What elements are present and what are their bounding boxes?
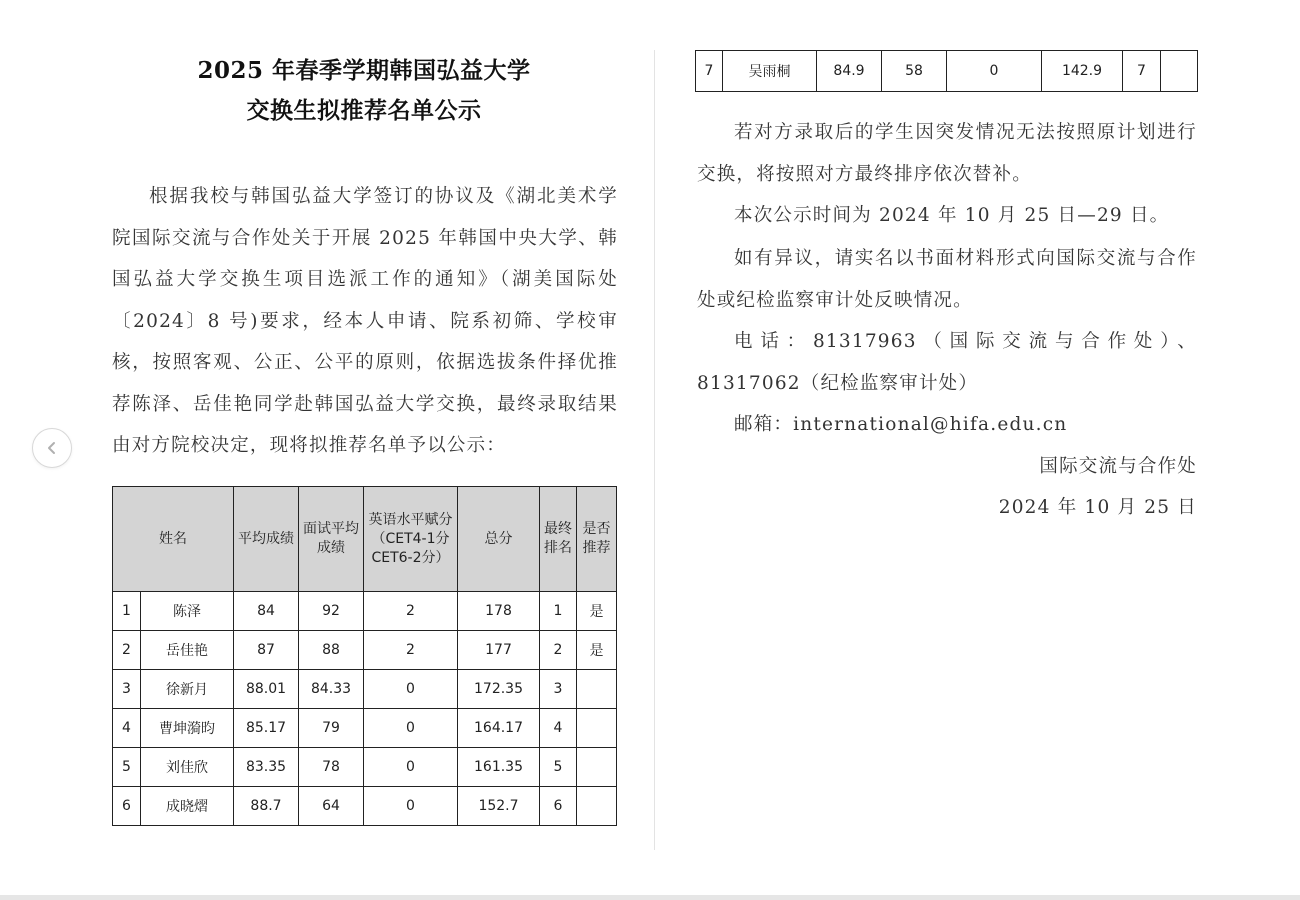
cell-avg: 85.17 [234, 709, 299, 748]
phone-paragraph: 电话：81317963（国际交流与合作处）、81317062（纪检监察审计处） [697, 331, 1197, 394]
cell-recommend: 是 [577, 592, 617, 631]
cell-avg: 88.7 [234, 787, 299, 826]
cell-english: 2 [364, 631, 458, 670]
cell-interview: 84.33 [299, 670, 364, 709]
cell-no: 5 [113, 748, 141, 787]
page-title-line2: 交换生拟推荐名单公示 [246, 97, 482, 124]
cell-no: 6 [113, 787, 141, 826]
cell-interview: 88 [299, 631, 364, 670]
header-total: 总分 [458, 487, 540, 592]
table-row [113, 670, 617, 709]
cell-interview: 58 [882, 51, 947, 92]
cell-rank: 7 [1123, 51, 1161, 92]
cell-english: 2 [364, 592, 458, 631]
table-row [113, 748, 617, 787]
cell-name: 岳佳艳 [141, 631, 234, 670]
page-title-line1: 2025 年春季学期韩国弘益大学 [197, 57, 531, 84]
intro-paragraph: 根据我校与韩国弘益大学签订的协议及《湖北美术学院国际交流与合作处关于开展 2025 年韩国中央大学、韩国弘益大学交换生项目选派工作的通知》（湖美国际处〔2024〕8 号)要求，经本人申请、院系初筛、学校审核，按照客观、公正、公平的原则，依据选拔条件择优推荐陈泽、岳佳艳同学赴韩国弘益大学交换，最终录取结果由对方院校决定，现将拟推荐名单予以公示： [112, 186, 618, 456]
cell-no: 4 [113, 709, 141, 748]
cell-rank: 4 [540, 709, 577, 748]
cell-interview: 92 [299, 592, 364, 631]
cell-total: 172.35 [458, 670, 540, 709]
table-row [113, 787, 617, 826]
publicity-period: 本次公示时间为 2024 年 10 月 25 日—29 日。 [734, 205, 1170, 226]
cell-avg: 87 [234, 631, 299, 670]
cell-total: 142.9 [1042, 51, 1123, 92]
email-paragraph: 邮箱：international@hifa.edu.cn [734, 414, 1068, 435]
cell-no: 2 [113, 631, 141, 670]
cell-rank: 1 [540, 592, 577, 631]
cell-avg: 84.9 [817, 51, 882, 92]
cell-no: 7 [696, 51, 723, 92]
department-signature: 国际交流与合作处 [1039, 456, 1197, 477]
prev-page-button[interactable] [32, 428, 72, 468]
header-english: 英语水平赋分（CET4-1分 CET6-2分） [364, 487, 458, 592]
substitute-paragraph: 若对方录取后的学生因突发情况无法按照原计划进行交换，将按照对方最终排序依次替补。 [697, 122, 1197, 185]
header-recommend: 是否推荐 [577, 487, 617, 592]
cell-english: 0 [364, 787, 458, 826]
cell-interview: 78 [299, 748, 364, 787]
table-row [696, 51, 1198, 92]
cell-no: 1 [113, 592, 141, 631]
cell-name: 徐新月 [141, 670, 234, 709]
header-avg: 平均成绩 [234, 487, 299, 592]
header-name: 姓名 [113, 487, 234, 592]
cell-rank: 2 [540, 631, 577, 670]
table-header-row [113, 487, 617, 592]
table-row [113, 592, 617, 631]
cell-interview: 64 [299, 787, 364, 826]
cell-interview: 79 [299, 709, 364, 748]
page-divider [654, 50, 655, 850]
cell-english: 0 [364, 670, 458, 709]
cell-name: 曹坤漪昀 [141, 709, 234, 748]
cell-total: 164.17 [458, 709, 540, 748]
cell-recommend: 是 [577, 631, 617, 670]
cell-name: 吴雨桐 [723, 51, 817, 92]
cell-recommend [577, 670, 617, 709]
cell-total: 178 [458, 592, 540, 631]
candidate-table [112, 486, 617, 826]
cell-avg: 88.01 [234, 670, 299, 709]
cell-rank: 3 [540, 670, 577, 709]
table-row [113, 709, 617, 748]
cell-english: 0 [947, 51, 1042, 92]
cell-rank: 6 [540, 787, 577, 826]
cell-name: 成晓熠 [141, 787, 234, 826]
objection-paragraph: 如有异议，请实名以书面材料形式向国际交流与合作处或纪检监察审计处反映情况。 [697, 248, 1197, 311]
cell-recommend [1161, 51, 1198, 92]
cell-total: 161.35 [458, 748, 540, 787]
header-rank: 最终排名 [540, 487, 577, 592]
cell-recommend [577, 748, 617, 787]
cell-name: 刘佳欣 [141, 748, 234, 787]
candidate-table-continued [695, 50, 1198, 92]
cell-recommend [577, 709, 617, 748]
cell-rank: 5 [540, 748, 577, 787]
cell-english: 0 [364, 709, 458, 748]
cell-total: 152.7 [458, 787, 540, 826]
cell-total: 177 [458, 631, 540, 670]
cell-english: 0 [364, 748, 458, 787]
cell-avg: 83.35 [234, 748, 299, 787]
cell-avg: 84 [234, 592, 299, 631]
cell-name: 陈泽 [141, 592, 234, 631]
table-row [113, 631, 617, 670]
signature-date: 2024 年 10 月 25 日 [998, 497, 1197, 518]
cell-recommend [577, 787, 617, 826]
cell-no: 3 [113, 670, 141, 709]
header-interview: 面试平均成绩 [299, 487, 364, 592]
bottom-bar [0, 895, 1300, 900]
chevron-left-icon [45, 441, 59, 455]
